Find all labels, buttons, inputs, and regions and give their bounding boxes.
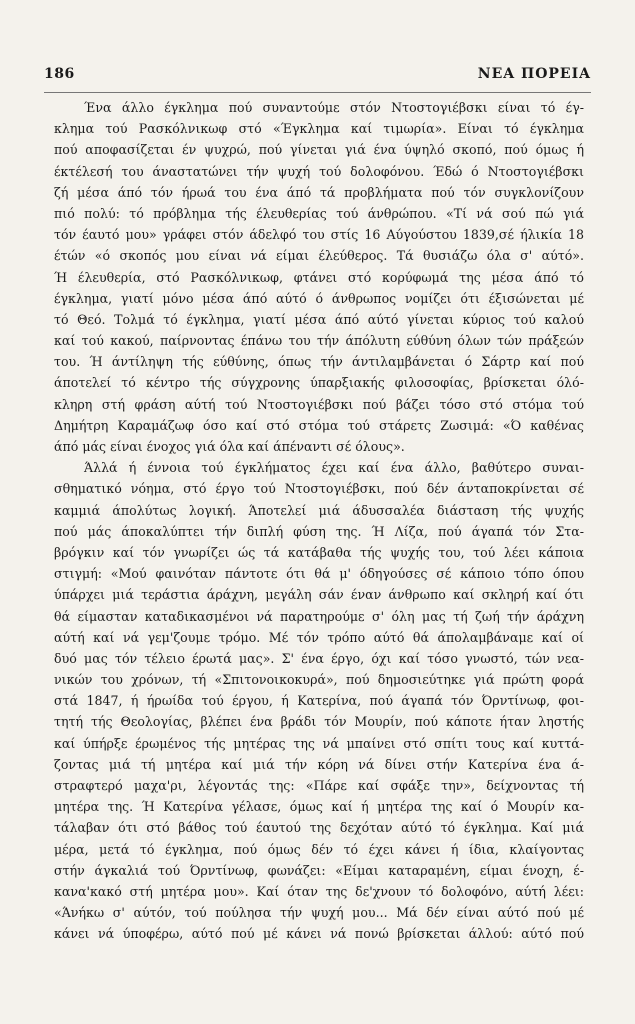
text-line: τό Θεό. Τολμά τό έγκλημα, γιατί μέσα άπό αύτό γίνεται κύριος τού καλού (54, 311, 584, 327)
text-line: τόν έαυτό μου» γράφει στόν άδελφό του στίς 16 Αύγούστου 1839,σέ ήλικία 18 (54, 227, 584, 243)
page-header (44, 66, 591, 82)
text-line: στήν άγκαλιά τού Όρντίνωφ, φωνάζει: «Είμαι καταραμένη, είμαι ένοχη, έ- (54, 862, 584, 878)
text-line: στιγμή: «Μού φαινόταν πάντοτε ότι θά μ' όδηγούσες σέ κάποιο τόπο όπου (54, 566, 584, 582)
text-line: δυό μας τόν τέλειο έρωτά μας». Σ' ένα έργο, όχι καί τόσο γνωστό, τών νεα- (54, 650, 584, 666)
text-line: σθηματικό νόημα, στό έργο τού Ντοστογιέβσκι, πού δέν άνταποκρίνεται σέ (54, 481, 584, 497)
text-line: κάνει νά ύποφέρω, αύτό πού μέ κάνει νά πονώ βρίσκεται άλλού: αύτό πού (54, 926, 584, 942)
text-line: νικών του χρόνων, τή «Σπιτονοικοκυρά», πού δημοσιεύτηκε γιά πρώτη φορά (54, 672, 584, 688)
text-line: κανα'κακό στή μητέρα μου». Καί όταν της δε'χνουν τό δολοφόνο, αύτή λέει: (54, 883, 584, 899)
text-line: αύτή καί νά γεμ'ζουμε τρόμο. Μέ τόν τρόπο αύτό θά άπολαμβάναμε καί οί (54, 629, 584, 645)
text-line: έτών «ό σκοπός μου είναι νά είμαι έλεύθερος. Τά θυσιάζω όλα σ' αύτό». (54, 248, 584, 264)
text-line: τάλαβαν ότι στό βάθος τού έαυτού της δεχόταν αύτό τό έγκλημα. Καί μιά (54, 820, 584, 836)
page-number: 186 (44, 66, 75, 82)
text-line: Άλλά ή έννοια τού έγκλήματος έχει καί ένα άλλο, βαθύτερο συναι- (84, 460, 584, 476)
text-line: πού μάς άποκαλύπτει τήν διπλή φύση της. Ή Λίζα, πού άγαπά τόν Στα- (54, 523, 584, 539)
text-line: τητή τής Θεολογίας, βλέπει ένα βράδι τόν Μουρίν, πού κάποτε ήταν ληστής (54, 714, 584, 730)
text-line: ζοντας μιά τή μητέρα καί μιά τήν κόρη νά δίνει στήν Κατερίνα ένα ά- (54, 756, 584, 772)
text-line: Ή έλευθερία, στό Ρασκόλνικωφ, φτάνει στό κορύφωμά της μέσα άπό τό (54, 269, 584, 285)
text-line: Δημήτρη Καραμάζωφ όσο καί στό στόμα τού στάρετς Ζωσιμά: «Ό καθένας (54, 417, 584, 433)
text-line: ύπάρχει μιά τεράστια άράχνη, μεγάλη σάν έναν άνθρωπο καί σκληρή καί ότι (54, 587, 584, 603)
text-line: βρόγκιν καί τόν γνωρίζει ώς τά κατάβαθα τής ψυχής του, τού λέει κάποια (54, 544, 584, 560)
text-line: καί ύπήρξε έρωμένος τής μητέρας της νά μπαίνει στό σπίτι τους καί κυττά- (54, 735, 584, 751)
running-title: ΝΕΑ ΠΟΡΕΙΑ (477, 66, 591, 82)
text-line: στραφτερό μαχα'ρι, λέγοντάς της: «Πάρε καί σφάξε την», δείχνοντας τή (54, 778, 584, 793)
text-line: έγκλημα, γιατί μόνο μέσα άπό αύτό ό άνθρωπος νομίζει ότι έξισώνεται μέ (54, 290, 584, 306)
header-rule (44, 92, 591, 93)
text-line: άποτελεί τό κέντρο τής σύγχρονης ύπαρξιακής φιλοσοφίας, βρίσκεται όλό- (54, 375, 584, 391)
text-line: καί τού κακού, παίρνοντας έπάνω του τήν άπόλυτη εύθύνη όλων τών πράξεών (54, 333, 584, 349)
text-line: μητέρα της. Ή Κατερίνα γέλασε, όμως καί ή μητέρα της καί ό Μουρίν κα- (54, 799, 584, 815)
text-line: ζή μέσα άπό τόν ήρωά του ένα άπό τά προβλήματα πού τόν συγκλονίζουν (54, 184, 584, 200)
text-line: μέρα, μετά τό έγκλημα, πού όμως δέν τό έχει κάνει ή ίδια, κλαίγοντας (54, 841, 584, 857)
text-line: έκτέλεσή του άναστατώνει τήν ψυχή τού δολοφόνου. Έδώ ό Ντοστογιέβσκι (54, 163, 584, 179)
text-line: στά 1847, ή ήρωίδα τού έργου, ή Κατερίνα, πού άγαπά τόν Όρντίνωφ, φοι- (54, 693, 584, 709)
text-line: κλημα τού Ρασκόλνικωφ στό «Έγκλημα καί τιμωρία». Είναι τό έγκλημα (54, 121, 584, 137)
text-line: του. Ή άντίληψη τής εύθύνης, όπως τήν άντιλαμβάνεται ό Σάρτρ καί πού (54, 354, 584, 370)
text-line: πού αποφασίζεται έν ψυχρώ, πού γίνεται γιά ένα ύψηλό σκοπό, πού όμως ή (54, 142, 584, 158)
text-line: καμμιά άπολύτως λογική. Άποτελεί μιά άδυσσαλέα διάσταση τής ψυχής (54, 502, 584, 518)
text-line: θά είμασταν καταδικασμένοι νά παρατηρούμε σ' όλη μας τή ζωή τήν άράχνη (54, 608, 584, 624)
text-line: πιό πολύ: τό πρόβλημα τής έλευθερίας τού άνθρώπου. «Τί νά σού πώ γιά (54, 205, 584, 221)
text-line: άπό μάς είναι ένοχος γιά όλα καί άπέναντι σέ όλους». (54, 439, 405, 454)
text-line: κληρη στή φράση αύτή τού Ντοστογιέβσκι πού βάζει τόσο στό στόμα τού (54, 396, 584, 412)
body-text (54, 97, 584, 945)
text-line: Ένα άλλο έγκλημα πού συναντούμε στόν Ντοστογιέβσκι είναι τό έγ- (84, 100, 584, 115)
text-line: «Άνήκω σ' αύτόν, τού πούλησα τήν ψυχή μου... Μά δέν είναι αύτό πού μέ (54, 905, 584, 921)
